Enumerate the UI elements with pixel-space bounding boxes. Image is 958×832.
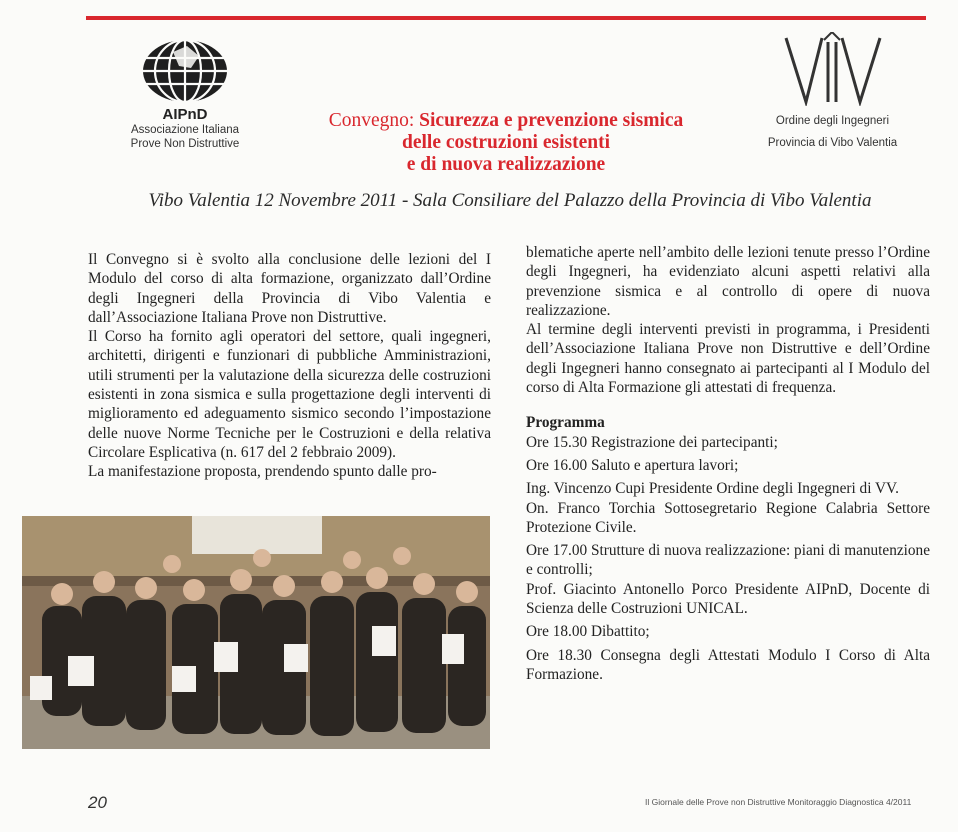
title-lead: Convegno: [328,110,415,131]
event-subtitle: Vibo Valentia 12 Novembre 2011 - Sala Consiliare del Palazzo della Provincia di Vibo Valentia [148,190,872,211]
page-number: 20 [88,793,107,812]
article-title [290,110,722,176]
programma-item: Prof. Giacinto Antonello Porco Presidente AIPnD, Docente di Scienza delle Costruzioni UNICAL. [526,580,930,618]
aipnd-name-line2: Prove Non Distruttive [130,138,240,150]
programma-item: Ore 18.30 Consegna degli Attestati Modulo I Corso di Alta Formazione. [526,646,930,683]
left-paragraph-1: Il Convegno si è svolto alla conclusione delle lezioni del I Modulo del corso di alta formazione, organizzato dall’Ordine degli Ingegneri della Provincia di Vibo Valentia e dall’Associazione Italiana Prove non Distruttive. [88,251,491,326]
right-text-column [526,243,930,684]
aipnd-globe-logo-icon [139,38,231,104]
ordine-name-line1: Ordine degli Ingegneri [775,115,890,127]
aipnd-name-line1: Associazione Italiana [130,124,240,136]
top-red-rule [86,16,926,20]
ordine-name-line2: Provincia di Vibo Valentia [767,137,898,149]
group-photo [22,516,490,749]
programma-heading: Programma [526,414,605,432]
viv-monogram-logo-icon [778,32,888,106]
programma-item: Ore 15.30 Registrazione dei partecipanti; [526,433,778,451]
title-line1: Sicurezza e prevenzione sismica [419,110,684,131]
left-paragraph-2: Il Corso ha fornito agli operatori del settore, quali ingegneri, architetti, dirigenti e funzionari di pubbliche Amministrazioni, utili strumenti per la valutazione della sicurezza delle costruzioni esistenti in zona sismica e sulla progettazione degli interventi di miglioramento ed adeguamento sismico secondo l’impostazione delle nuove Norme Tecniche per le Costruzioni e della relativa Circolare Esplicativa (n. 617 del 2 febbraio 2009). [88,328,491,461]
title-line3: e di nuova realizzazione [406,154,606,175]
right-paragraph-1: blematiche aperte nell’ambito delle lezioni tenute presso l’Ordine degli Ingegneri, ha evidenziato alcuni aspetti relativi alla prevenzione sismica e al controllo di opere di nuova realizzazione. [526,244,930,319]
aipnd-acronym: AIPnD [162,106,208,123]
programma-item: Ore 16.00 Saluto e apertura lavori; [526,456,739,474]
programma-item: Ing. Vincenzo Cupi Presidente Ordine degli Ingegneri di VV. [526,480,899,498]
left-text-column [88,250,491,482]
programma-item: Ore 17.00 Strutture di nuova realizzazione: piani di manutenzione e controlli; [526,542,930,579]
title-line2: delle costruzioni esistenti [402,132,610,153]
programma-item: On. Franco Torchia Sottosegretario Regione Calabria Settore Protezione Civile. [526,499,930,536]
left-paragraph-3: La manifestazione proposta, prendendo spunto dalle pro- [88,463,437,481]
right-paragraph-2: Al termine degli interventi previsti in programma, i Presidenti dell’Associazione Italiana Prove non Distruttive e dell’Ordine degli Ingegneri hanno consegnato ai partecipanti al I Modulo del corso di Alta Formazione gli attestati di frequenza. [526,321,930,397]
programma-item: Ore 18.00 Dibattito; [526,623,650,641]
ordine-logo-block [745,32,920,150]
aipnd-logo-block [95,38,275,151]
journal-footer: Il Giornale delle Prove non Distruttive Monitoraggio Diagnostica 4/2011 [645,797,912,807]
